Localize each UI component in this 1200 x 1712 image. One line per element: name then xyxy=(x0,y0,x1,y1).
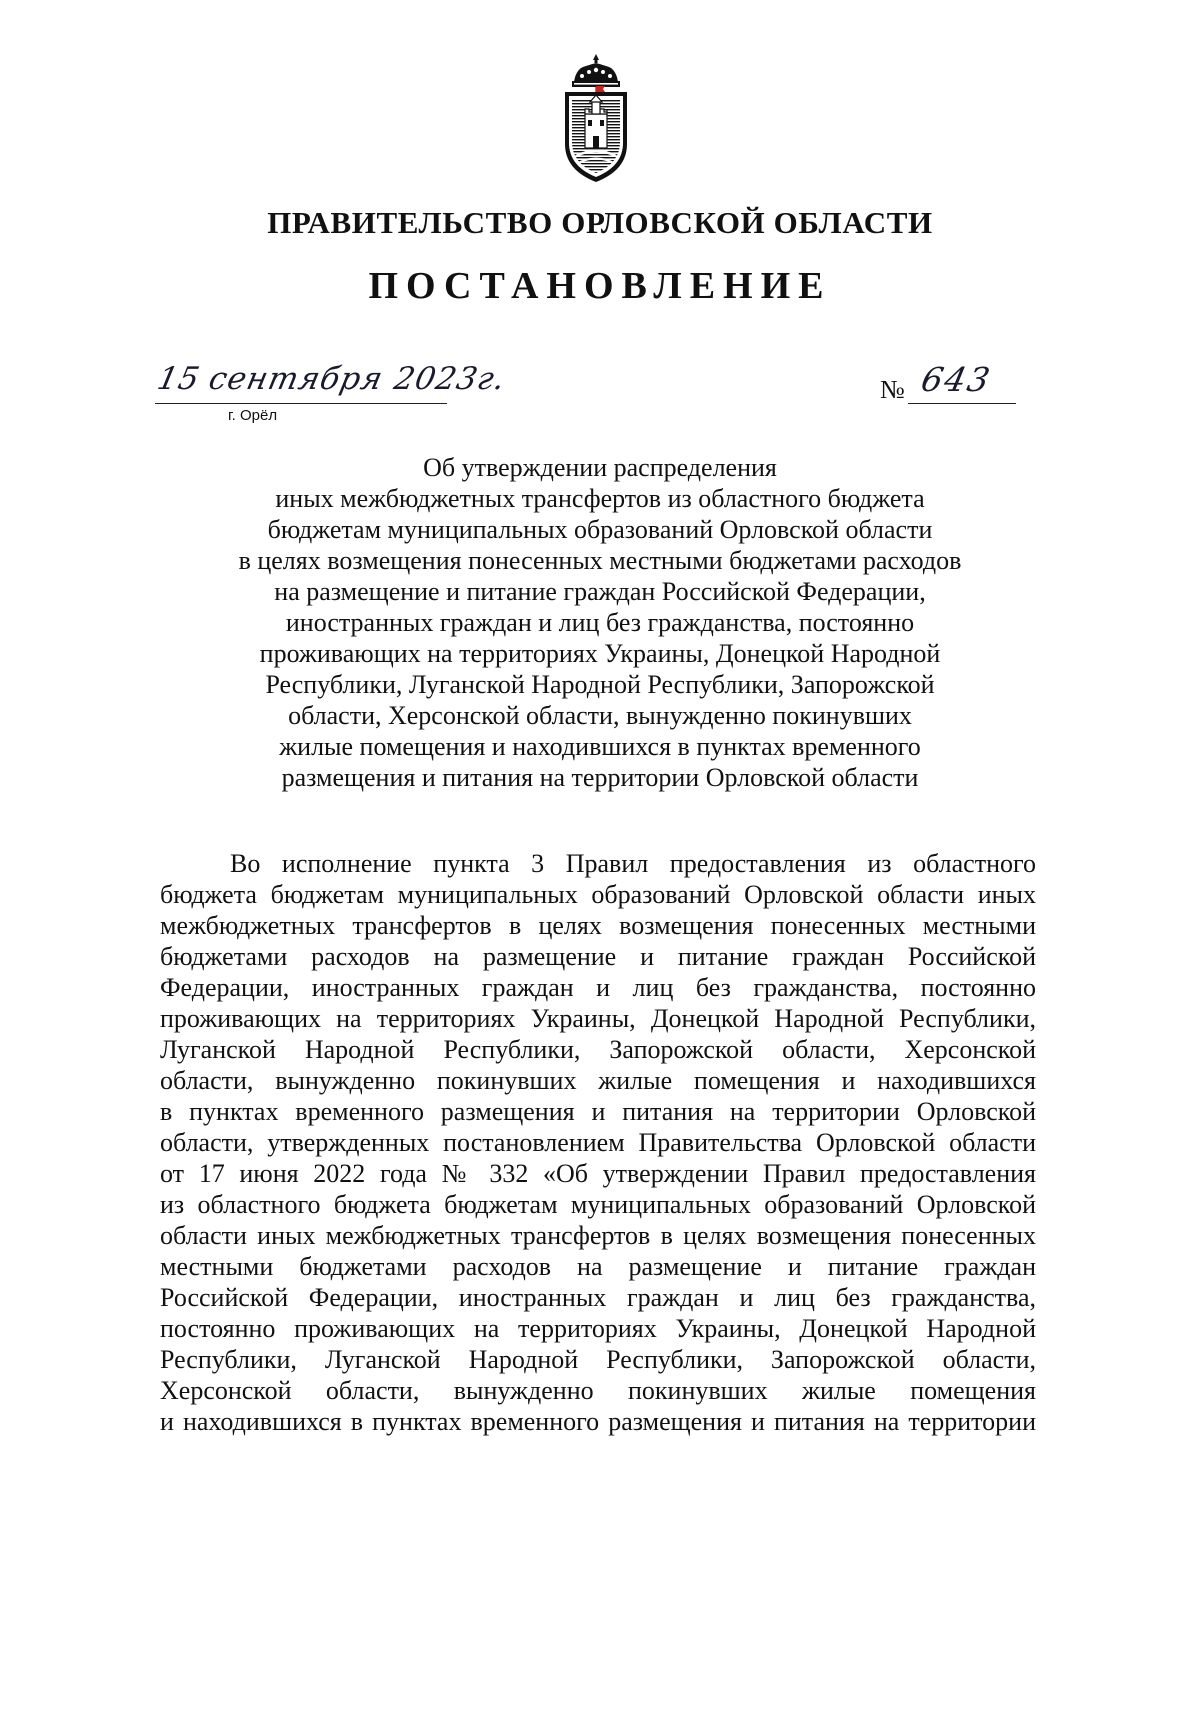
body-line: постоянно проживающих на территориях Украины, Донецкой Народной xyxy=(160,1314,1036,1343)
body-line: Во исполнение пункта 3 Правил предоставления из областного xyxy=(230,849,1036,878)
date-month: сентября xyxy=(205,361,387,397)
body-line: проживающих на территориях Украины, Донецкой Народной Республики, xyxy=(160,1004,1036,1033)
body-line: местными бюджетами расходов на размещение и питание граждан xyxy=(160,1252,1036,1281)
date-year-suffix: г. xyxy=(473,361,510,397)
title-line: в целях возмещения понесенных местными бюджетами расходов xyxy=(238,546,962,575)
body-paragraph xyxy=(160,848,1036,1437)
title-line: бюджетам муниципальных образований Орловской области xyxy=(267,515,933,544)
body-line: Херсонской области, вынужденно покинувших жилые помещения xyxy=(160,1376,1036,1405)
body-line: Федерации, иностранных граждан и лиц без гражданства, постоянно xyxy=(160,973,1036,1002)
number-sign: № xyxy=(880,375,905,404)
body-line: и находившихся в пунктах временного размещения и питания на территории xyxy=(160,1407,1036,1436)
body-line: бюджетами расходов на размещение и питание граждан Российской xyxy=(160,942,1036,971)
document-title xyxy=(0,452,1200,793)
handwritten-document-number: 643 xyxy=(917,360,996,399)
body-line: области, утвержденных постановлением Правительства Орловской области xyxy=(160,1128,1036,1157)
body-line: в пунктах временного размещения и питания на территории Орловской xyxy=(160,1097,1036,1126)
body-line: от 17 июня 2022 года № 332 «Об утверждении Правил предоставления xyxy=(160,1159,1036,1188)
title-line: Республики, Луганской Народной Республики, Запорожской xyxy=(265,670,935,699)
coat-of-arms xyxy=(556,52,636,187)
date-year: 2023 xyxy=(390,361,482,397)
title-line: размещения и питания на территории Орловской области xyxy=(281,763,919,792)
document-type-heading: ПОСТАНОВЛЕНИЕ xyxy=(368,265,832,307)
body-line: Луганской Народной Республики, Запорожской области, Херсонской xyxy=(160,1035,1036,1064)
body-line: из областного бюджета бюджетам муниципальных образований Орловской xyxy=(160,1190,1036,1219)
body-line: межбюджетных трансфертов в целях возмещения понесенных местными xyxy=(160,911,1036,940)
body-line: Российской Федерации, иностранных граждан и лиц без гражданства, xyxy=(160,1283,1036,1312)
title-line: на размещение и питание граждан Российской Федерации, xyxy=(274,577,926,606)
date-underline xyxy=(155,403,447,404)
body-line: области, вынужденно покинувших жилые помещения и находившихся xyxy=(160,1066,1036,1095)
city-label: г. Орёл xyxy=(228,407,278,424)
body-line: Республики, Луганской Народной Республики, Запорожской области, xyxy=(160,1345,1036,1374)
body-line: области иных межбюджетных трансфертов в целях возмещения понесенных xyxy=(160,1221,1036,1250)
number-underline xyxy=(908,403,1016,404)
title-line: иностранных граждан и лиц без гражданства, постоянно xyxy=(285,608,915,637)
title-line: Об утверждении распределения xyxy=(423,453,777,482)
handwritten-date xyxy=(154,361,509,397)
title-line: жилые помещения и находившихся в пунктах временного xyxy=(279,732,921,761)
title-line: области, Херсонской области, вынужденно покинувших xyxy=(288,701,912,730)
date-day: 15 xyxy=(154,361,204,397)
body-line: бюджета бюджетам муниципальных образований Орловской области иных xyxy=(160,880,1036,909)
title-line: проживающих на территориях Украины, Донецкой Народной xyxy=(259,639,941,668)
title-line: иных межбюджетных трансфертов из областного бюджета xyxy=(275,484,925,513)
issuing-authority: ПРАВИТЕЛЬСТВО ОРЛОВСКОЙ ОБЛАСТИ xyxy=(267,205,933,240)
